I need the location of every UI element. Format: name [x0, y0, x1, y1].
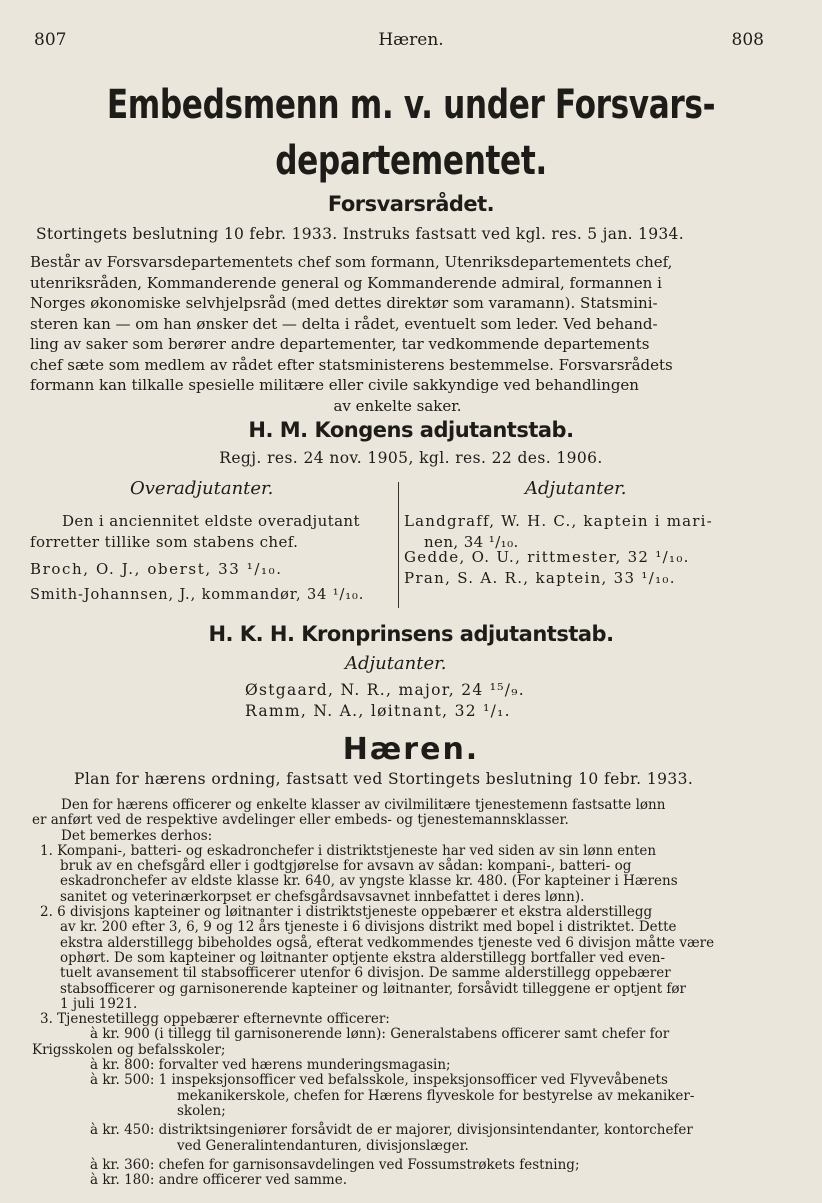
list-item: 1. Kompani-, batteri- og eskadronchefer i distriktstjeneste har ved siden av sin lønn enten [40, 842, 657, 859]
officer-entry: Broch, O. J., oberst, 33 ¹/₁₀. [30, 560, 283, 578]
forsvarsradet-body [30, 252, 765, 416]
body-line: à kr. 360: chefen for garnisonsavdelingen ved Fossumstrøkets festning; [90, 1156, 580, 1173]
body-line: Består av Forsvarsdepartementets chef som formann, Utenriksdepartementets chef, [30, 253, 673, 271]
section-heading-haeren: Hæren. [342, 732, 480, 767]
officer-entry: Gedde, O. U., rittmester, 32 ¹/₁₀. [404, 548, 690, 566]
body-line: à kr. 450: distriktsingeniører forsåvidt de er majorer, divisjonsintendanter, kontorchefer [90, 1122, 693, 1139]
body-line: ekstra alderstillegg bibeholdes også, efterat vedkommendes tjeneste ved 6 divisjon måtte være [60, 934, 715, 951]
body-line: bruk av en chefsgård eller i godtgjørelse for avsavn av sådan: kompani-, batteri- og [60, 858, 632, 875]
body-line: à kr. 800: forvalter ved hærens munderingsmagasin; [90, 1057, 451, 1074]
body-line: av kr. 200 efter 3, 6, 9 og 12 års tjeneste i 6 divisjons distrikt med bopel i distriktet. Dette [60, 919, 677, 936]
body-line: formann kan tilkalle spesielle militære eller civile sakkyndige ved behandlingen [30, 376, 639, 394]
list-item: 2. 6 divisjons kapteiner og løitnanter i distriktstjeneste oppebærer et ekstra alderstillegg [40, 904, 653, 921]
body-line: er anført ved de respektive avdelinger eller embeds- og tjenestemannsklasser. [32, 812, 569, 829]
body-line: Norges økonomiske selvhjelpsråd (med dettes direktør som varamann). Statsmini- [30, 294, 658, 312]
body-line: tuelt avansement til stabsofficerer utenfor 6 divisjon. De samme alderstillegg oppebærer [60, 965, 671, 982]
body-line: ling av saker som berører andre departementer, tar vedkommende departements [30, 335, 650, 353]
officer-entry: Østgaard, N. R., major, 24 ¹⁵/₉. [245, 681, 526, 699]
page-title-line1: Embedsmenn m. v. under Forsvars- [106, 82, 716, 128]
list-item: 3. Tjenestetillegg oppebærer efternevnte officerer: [40, 1011, 390, 1028]
body-line: steren kan — om han ønsker det — delta i rådet, eventuelt som leder. Ved behand- [30, 314, 658, 333]
running-header: Hæren. [378, 30, 444, 50]
body-line: sanitet og veterinærkorpset er chefsgårdsavsavnet innbefattet i deres lønn). [60, 888, 585, 905]
body-line: Krigsskolen og befalsskoler; [32, 1041, 226, 1058]
body-line: 1 juli 1921. [60, 995, 138, 1012]
haeren-subline: Plan for hærens ordning, fastsatt ved Stortingets beslutning 10 febr. 1933. [74, 770, 694, 788]
officer-entry-continued: nen, 34 ¹/₁₀. [424, 533, 519, 551]
body-line: stabsofficerer og garnisonerende kapteiner og løitnanter, forsåvidt tilleggene er optjent før [60, 980, 687, 997]
page-number-left: 807 [34, 30, 67, 50]
body-line: eskadronchefer av eldste klasse kr. 640, av yngste klasse kr. 480. (For kapteiner i Hærens [60, 873, 678, 890]
body-line: Den for hærens officerer og enkelte klasser av civilmilitære tjenestemenn fastsatte lønn [61, 797, 666, 813]
right-column-heading: Adjutanter. [525, 478, 627, 499]
section-heading-kronprinsens: H. K. H. Kronprinsens adjutantstab. [208, 622, 614, 646]
body-line: ved Generalintendanturen, divisjonslæger. [177, 1137, 469, 1154]
body-line: Det bemerkes derhos: [61, 827, 213, 844]
body-line: av enkelte saker. [333, 396, 462, 415]
column-divider [398, 482, 399, 608]
haeren-body [32, 798, 772, 1188]
section-heading-kongens: H. M. Kongens adjutantstab. [248, 418, 574, 442]
page-number-right: 808 [731, 30, 764, 50]
body-line: à kr. 180: andre officerer ved samme. [90, 1172, 347, 1189]
officer-entry: Ramm, N. A., løitnant, 32 ¹/₁. [245, 702, 511, 720]
officer-entry: Smith-Johannsen, J., kommandør, 34 ¹/₁₀. [30, 587, 365, 603]
kongens-subline: Regj. res. 24 nov. 1905, kgl. res. 22 des. 1906. [219, 449, 603, 467]
officer-entry: Pran, S. A. R., kaptein, 33 ¹/₁₀. [404, 569, 676, 587]
body-line: mekanikerskole, chefen for Hærens flyveskole for bestyrelse av mekaniker- [177, 1087, 695, 1104]
body-line: utenriksråden, Kommanderende general og Kommanderende admiral, formannen i [30, 273, 662, 292]
kronprinsens-sub-heading: Adjutanter. [345, 653, 447, 674]
body-line: ophørt. De som kapteiner og løitnanter optjente ekstra alderstillegg bortfaller ved even- [60, 949, 666, 966]
page-title-line2: departementet. [275, 138, 547, 184]
body-line: à kr. 900 (i tillegg til garnisonerende lønn): Generalstabens officerer samt chefer for [90, 1026, 670, 1043]
left-column-line: Den i anciennitet eldste overadjutant [62, 512, 360, 530]
body-line: chef sæte som medlem av rådet efter statsministerens bestemmelse. Forsvarsrådets [30, 355, 673, 374]
officer-entry: Landgraff, W. H. C., kaptein i mari- [404, 512, 713, 530]
body-line: skolen; [177, 1102, 226, 1119]
left-column-heading: Overadjutanter. [130, 478, 274, 499]
section-heading-forsvarsradet: Forsvarsrådet. [327, 192, 495, 216]
left-column-line: forretter tillike som stabens chef. [30, 533, 299, 551]
body-line: à kr. 500: 1 inspeksjonsofficer ved befalsskole, inspeksjonsofficer ved Flyvevåbenets [90, 1072, 668, 1089]
forsvarsradet-subline: Stortingets beslutning 10 febr. 1933. Instruks fastsatt ved kgl. res. 5 jan. 1934. [36, 225, 684, 243]
